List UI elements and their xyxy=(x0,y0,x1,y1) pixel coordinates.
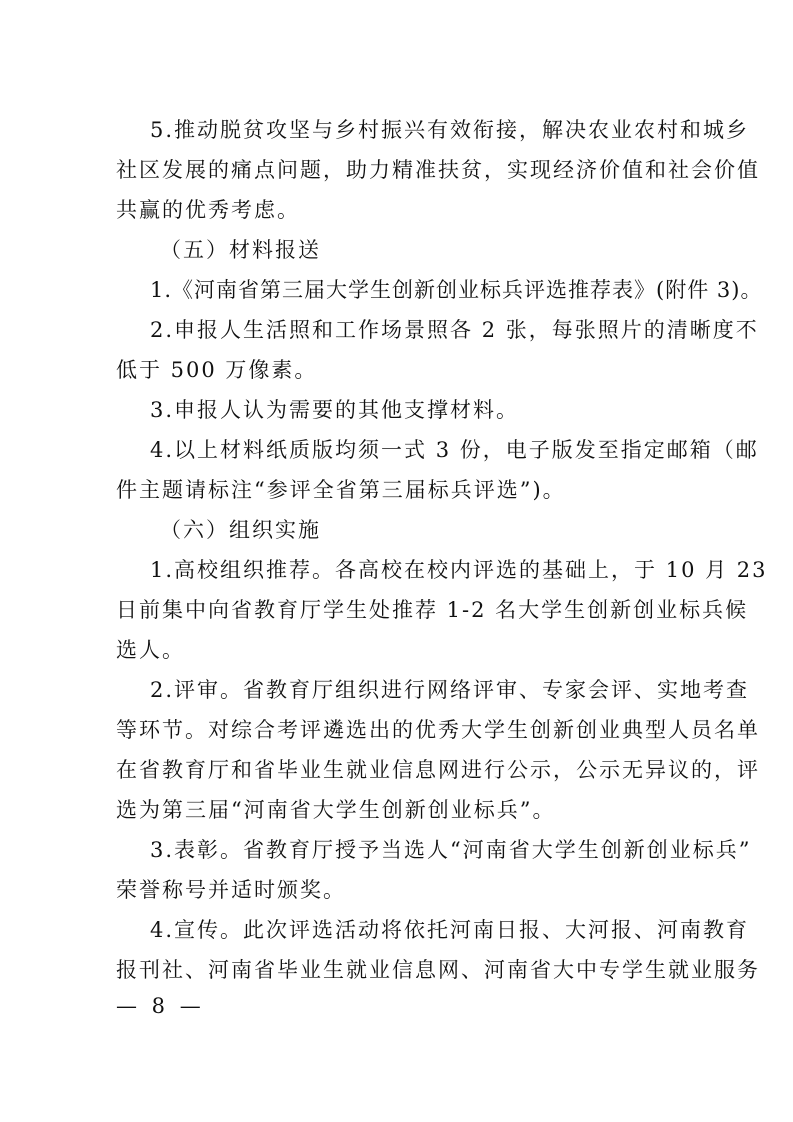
paragraph-line: 2.申报人生活照和工作场景照各 2 张，每张照片的清晰度不 xyxy=(150,318,759,342)
paragraph-line: 件主题请标注“参评全省第三届标兵评选”)。 xyxy=(116,478,566,502)
page-number: — 8 — xyxy=(116,994,205,1018)
paragraph-line: 4.以上材料纸质版均须一式 3 份，电子版发至指定邮箱（邮 xyxy=(150,438,759,462)
paragraph-line: 3.表彰。省教育厅授予当选人“河南省大学生创新创业标兵” xyxy=(150,838,752,862)
paragraph-line: 2.评审。省教育厅组织进行网络评审、专家会评、实地考查 xyxy=(150,678,750,702)
paragraph-line: 1.《河南省第三届大学生创新创业标兵评选推荐表》(附件 3)。 xyxy=(150,278,763,302)
paragraph-line: 选人。 xyxy=(116,638,185,662)
paragraph-line: 4.宣传。此次评选活动将依托河南日报、大河报、河南教育 xyxy=(150,918,750,942)
paragraph-line: 报刊社、河南省毕业生就业信息网、河南省大中专学生就业服务 xyxy=(116,958,760,982)
paragraph-line: 等环节。对综合考评遴选出的优秀大学生创新创业典型人员名单 xyxy=(116,718,760,742)
paragraph-line: 1.高校组织推荐。各高校在校内评选的基础上，于 10 月 23 xyxy=(150,558,768,582)
paragraph-line: 3.申报人认为需要的其他支撑材料。 xyxy=(150,398,520,422)
paragraph-line: 社区发展的痛点问题，助力精准扶贫，实现经济价值和社会价值 xyxy=(116,158,760,182)
paragraph-line: 日前集中向省教育厅学生处推荐 1-2 名大学生创新创业标兵候 xyxy=(116,598,749,622)
paragraph-line: 共赢的优秀考虑。 xyxy=(116,198,300,222)
paragraph-line: 选为第三届“河南省大学生创新创业标兵”。 xyxy=(116,798,556,822)
section-heading: （六）组织实施 xyxy=(160,518,321,542)
paragraph-line: 在省教育厅和省毕业生就业信息网进行公示，公示无异议的，评 xyxy=(116,758,760,782)
paragraph-line: 低于 500 万像素。 xyxy=(116,358,318,382)
section-heading: （五）材料报送 xyxy=(160,238,321,262)
paragraph-line: 5.推动脱贫攻坚与乡村振兴有效衔接，解决农业农村和城乡 xyxy=(150,118,750,142)
paragraph-line: 荣誉称号并适时颁奖。 xyxy=(116,878,346,902)
